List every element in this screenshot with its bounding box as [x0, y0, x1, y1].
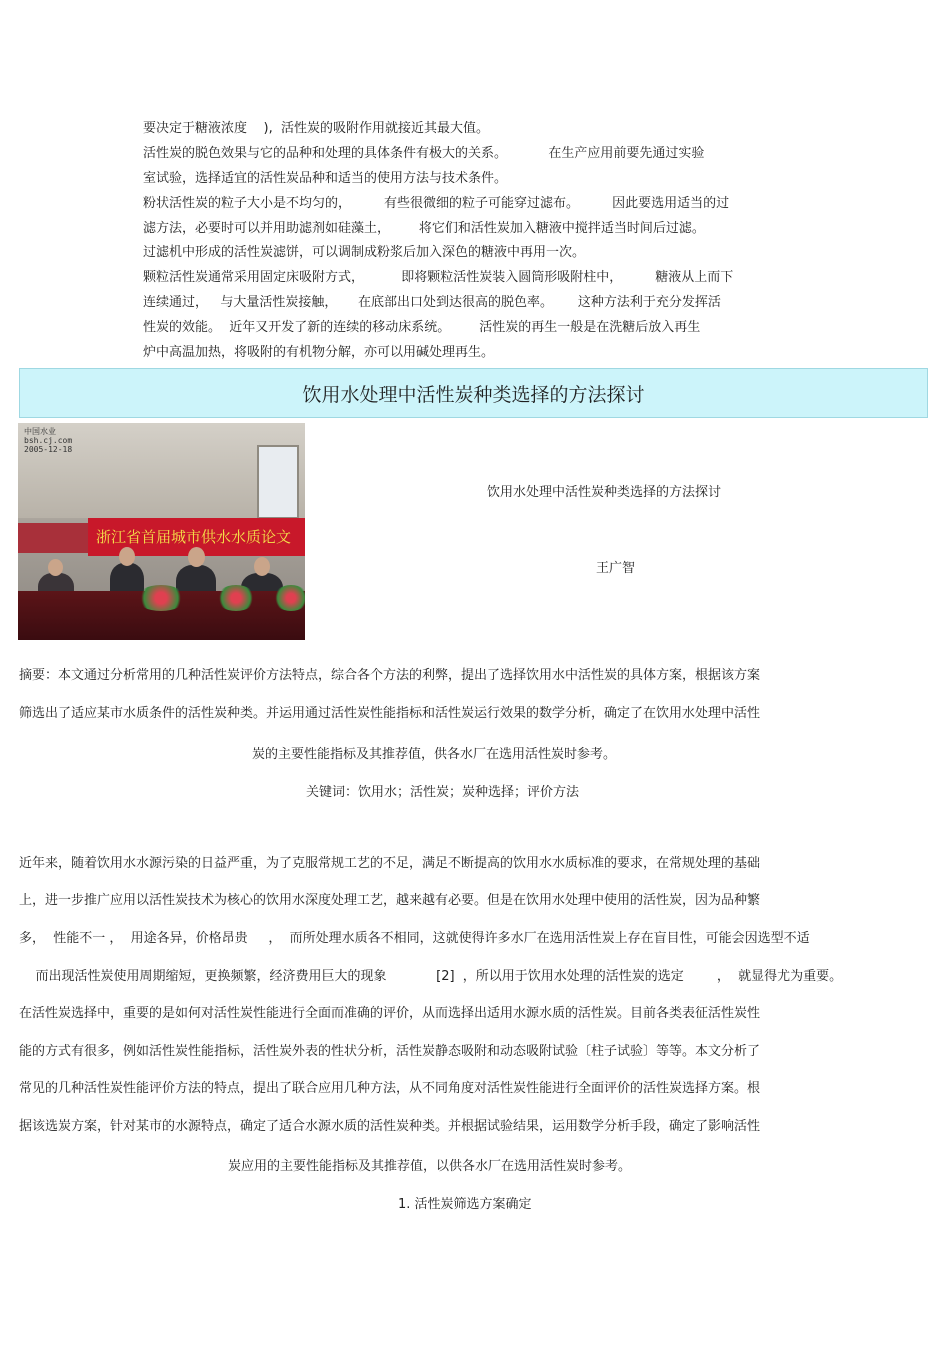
- conference-photo: [18, 423, 305, 640]
- intro-line: 室试验，选择适宜的活性炭品种和适当的使用方法与技术条件。: [143, 171, 508, 186]
- banner-title: 饮用水处理中活性炭种类选择的方法探讨: [302, 383, 645, 406]
- photo-red-panel: [18, 523, 88, 553]
- body-line: 而出现活性炭使用周期缩短，更换频繁，经济费用巨大的现象 [2] ，所以用于饮用水处理的活性炭的选定 ， 就显得尤为重要。: [19, 969, 843, 984]
- photo-person-head: [119, 547, 135, 566]
- body-line: 上，进一步推广应用以活性炭技术为核心的饮用水深度处理工艺，越来越有必要。但是在饮用水处理中使用的活性炭，因为品种繁: [19, 893, 761, 908]
- intro-line: 连续通过， 与大量活性炭接触， 在底部出口处到达很高的脱色率。 这种方法利于充分发挥活: [143, 295, 721, 310]
- abstract-line: 筛选出了适应某市水质条件的活性炭种类。并运用通过活性炭性能指标和活性炭运行效果的数学分析，确定了在饮用水处理中活性: [19, 706, 761, 721]
- body-line: 据该选炭方案，针对某市的水源特点，确定了适合水源水质的活性炭种类。并根据试验结果，运用数学分析手段，确定了影响活性: [19, 1119, 761, 1134]
- photo-stamp: 中国水业 bsh.cj.com 2005-12-18: [24, 427, 73, 454]
- article-title: 饮用水处理中活性炭种类选择的方法探讨: [487, 485, 722, 500]
- abstract-line: 炭的主要性能指标及其推荐值，供各水厂在选用活性炭时参考。: [252, 747, 617, 762]
- body-line: 近年来，随着饮用水水源污染的日益严重，为了克服常规工艺的不足，满足不断提高的饮用水水质标准的要求，在常规处理的基础: [19, 856, 761, 871]
- intro-line: 颗粒活性炭通常采用固定床吸附方式， 即将颗粒活性炭装入圆筒形吸附柱中， 糖液从上而下: [143, 270, 734, 285]
- photo-flowers: [216, 585, 256, 611]
- photo-person-head: [188, 547, 205, 567]
- intro-line: 粉状活性炭的粒子大小是不均匀的， 有些很微细的粒子可能穿过滤布。 因此要选用适当的过: [143, 196, 730, 211]
- body-line: 炭应用的主要性能指标及其推荐值，以供各水厂在选用活性炭时参考。: [228, 1159, 632, 1174]
- body-line: 多， 性能不一 ， 用途各异，价格昂贵 ， 而所处理水质各不相同，这就使得许多水厂在选用活性炭上存在盲目性，可能会因选型不适: [19, 931, 810, 946]
- intro-line: 炉中高温加热，将吸附的有机物分解，亦可以用碱处理再生。: [143, 345, 495, 360]
- title-banner: [19, 368, 928, 418]
- intro-line: 过滤机中形成的活性炭滤饼，可以调制成粉浆后加入深色的糖液中再用一次。: [143, 245, 586, 260]
- body-line: 在活性炭选择中，重要的是如何对活性炭性能进行全面而准确的评价，从而选择出适用水源水质的活性炭。目前各类表征活性炭性: [19, 1006, 761, 1021]
- photo-window: [257, 445, 299, 519]
- intro-line: 活性炭的脱色效果与它的品种和处理的具体条件有极大的关系。 在生产应用前要先通过实验: [143, 146, 705, 161]
- photo-person-head: [48, 559, 63, 576]
- photo-red-banner: 浙江省首届城市供水水质论文: [88, 518, 305, 556]
- intro-line: 要决定于糖液浓度 ), 活性炭的吸附作用就接近其最大值。: [143, 121, 489, 136]
- intro-line: 性炭的效能。 近年又开发了新的连续的移动床系统。 活性炭的再生一般是在洗糖后放入再生: [143, 320, 701, 335]
- photo-person-head: [254, 557, 270, 576]
- intro-line: 滤方法，必要时可以并用助滤剂如硅藻土， 将它们和活性炭加入糖液中搅拌适当时间后过滤。: [143, 221, 705, 236]
- article-author: 王广智: [596, 561, 636, 576]
- photo-flowers: [273, 585, 305, 611]
- body-line: 常见的几种活性炭性能评价方法的特点，提出了联合应用几种方法，从不同角度对活性炭性能进行全面评价的活性炭选择方案。根: [19, 1081, 761, 1096]
- keywords: 关键词：饮用水；活性炭；炭种选择；评价方法: [306, 785, 580, 800]
- section-heading: 1. 活性炭筛选方案确定: [398, 1197, 532, 1212]
- photo-flowers: [136, 585, 186, 611]
- body-line: 能的方式有很多，例如活性炭性能指标，活性炭外表的性状分析，活性炭静态吸附和动态吸附试验〔柱子试验〕等等。本文分析了: [19, 1044, 761, 1059]
- abstract-line: 摘要：本文通过分析常用的几种活性炭评价方法特点，综合各个方法的利弊，提出了选择饮用水中活性炭的具体方案，根据该方案: [19, 668, 761, 683]
